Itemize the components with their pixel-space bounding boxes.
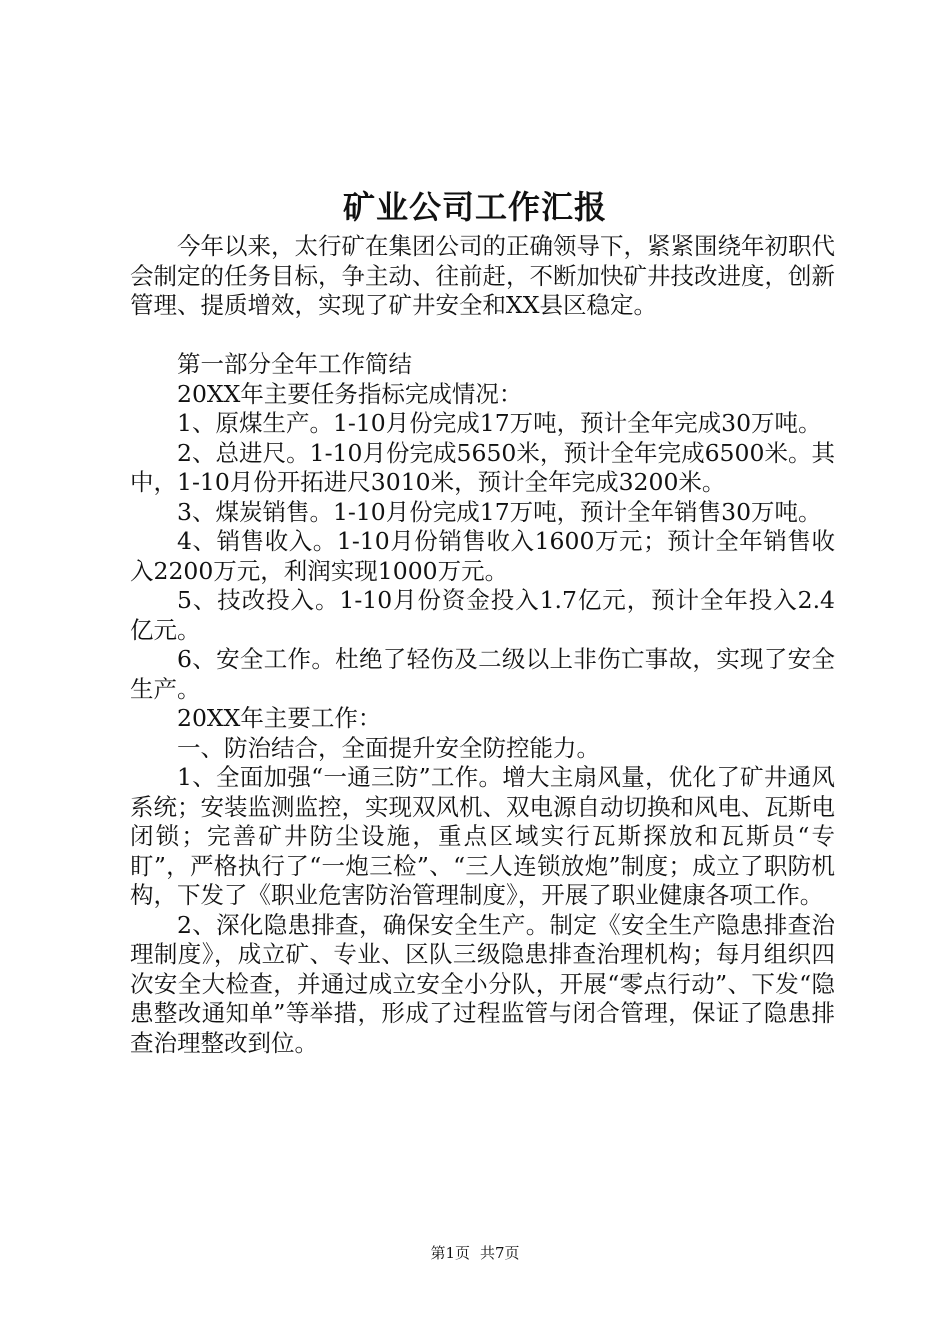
indicator-item: 5、技改投入。1-10月份资金投入1.7亿元，预计全年投入2.4亿元。 — [130, 586, 835, 644]
intro-paragraph: 今年以来，太行矿在集团公司的正确领导下，紧紧围绕年初职代会制定的任务目标，争主动、往前赶，不断加快矿井技改进度，创新管理、提质增效，实现了矿井安全和XX县区稳定。 — [130, 232, 835, 319]
subsection-heading: 20XX年主要任务指标完成情况： — [177, 379, 523, 408]
subsection-heading: 一、防治结合，全面提升安全防控能力。 — [177, 733, 600, 762]
page-total: 共7页 — [480, 1244, 520, 1262]
page-footer — [0, 1242, 950, 1264]
indicator-item: 4、销售收入。1-10月份销售收入1600万元；预计全年销售收入2200万元，利润实现1000万元。 — [130, 527, 835, 585]
indicator-item: 3、煤炭销售。1-10月份完成17万吨，预计全年销售30万吨。 — [177, 497, 822, 526]
indicator-item: 6、安全工作。杜绝了轻伤及二级以上非伤亡事故，实现了安全生产。 — [130, 645, 835, 703]
paragraph-spacer — [130, 321, 835, 351]
page-number: 第1页 — [430, 1244, 470, 1262]
section-heading: 第一部分全年工作简结 — [177, 350, 412, 378]
document-body — [130, 232, 835, 1058]
work-item-paragraph: 2、深化隐患排查，确保安全生产。制定《安全生产隐患排查治理制度》，成立矿、专业、区队三级隐患排查治理机构；每月组织四次安全大检查，并通过成立安全小分队，开展“零点行动”、下发“隐患整改通知单”等举措，形成了过程监管与闭合管理，保证了隐患排查治理整改到位。 — [130, 910, 835, 1057]
indicator-item: 1、原煤生产。1-10月份完成17万吨，预计全年完成30万吨。 — [177, 409, 822, 437]
indicator-item: 2、总进尺。1-10月份完成5650米，预计全年完成6500米。其中，1-10月份开拓进尺3010米，预计全年完成3200米。 — [130, 438, 835, 496]
document-title: 矿业公司工作汇报 — [342, 188, 607, 226]
work-item-paragraph: 1、全面加强“一通三防”工作。增大主扇风量，优化了矿井通风系统；安装监测监控，实现双风机、双电源自动切换和风电、瓦斯电闭锁；完善矿井防尘设施，重点区域实行瓦斯探放和瓦斯员“专盯”，严格执行了“一炮三检”、“三人连锁放炮”制度；成立了职防机构，下发了《职业危害防治管理制度》，开展了职业健康各项工作。 — [130, 763, 835, 909]
subsection-heading: 20XX年主要工作： — [177, 704, 382, 732]
